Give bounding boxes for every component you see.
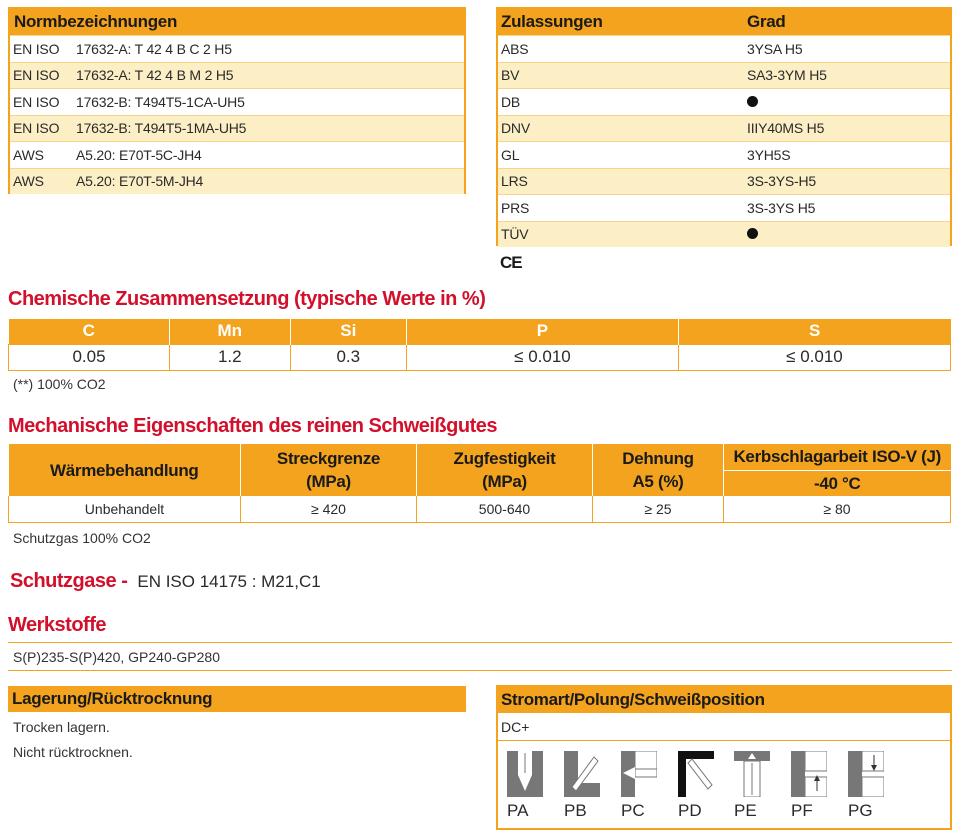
materials-value: S(P)235-S(P)420, GP240-GP280 [13, 649, 220, 665]
mech-col-yield: Streckgrenze (MPa) [241, 444, 417, 496]
approval-row [498, 115, 950, 142]
norm-row [10, 115, 464, 142]
approval-org: LRS [501, 173, 528, 190]
approval-org: GL [501, 146, 520, 163]
mech-tensile: 500-640 [417, 496, 593, 522]
mech-col-elong: Dehnung A5 (%) [593, 444, 724, 496]
horizontal-vertical-position-icon [564, 751, 600, 797]
chem-title: Chemische Zusammensetzung (typische Werte in %) [8, 288, 486, 310]
norm-designation: 17632-B: T494T5-1MA-UH5 [76, 120, 247, 137]
ce-mark-icon: CE [500, 253, 522, 272]
mech-title: Mechanische Eigenschaften des reinen Schweißgutes [8, 415, 497, 437]
mech-treatment: Unbehandelt [9, 496, 241, 522]
norm-row [10, 88, 464, 115]
norm-standard: AWS [13, 173, 44, 190]
norm-designation: A5.20: E70T-5M-JH4 [76, 173, 204, 190]
approved-dot-icon [747, 228, 758, 239]
norm-standard: EN ISO [13, 93, 60, 110]
chem-header: C [9, 319, 170, 344]
mech-col-treatment: Wärmebehandlung [9, 444, 241, 496]
position-label: PD [678, 801, 702, 820]
chem-value: 1.2 [169, 344, 290, 370]
chem-header: S [678, 319, 950, 344]
approval-org: DB [501, 93, 521, 110]
norm-title: Normbezeichnungen [10, 9, 464, 35]
approval-grade: 3S-3YS-H5 [747, 173, 817, 190]
norm-standard: AWS [13, 146, 44, 163]
chem-value-row [9, 344, 951, 370]
approval-grade: 3S-3YS H5 [747, 199, 816, 216]
horizontal-overhead-position-icon [678, 751, 714, 797]
mech-table [8, 444, 951, 523]
approvals-header [498, 9, 950, 35]
position-label: PF [791, 801, 813, 820]
overhead-position-icon [734, 751, 770, 797]
storage-line1: Trocken lagern. [13, 719, 110, 735]
norm-designation: 17632-B: T494T5-1CA-UH5 [76, 93, 245, 110]
storage-title: Lagerung/Rücktrocknung [8, 686, 466, 712]
norm-designation: 17632-A: T 42 4 B C 2 H5 [76, 40, 232, 57]
horizontal-position-icon [621, 751, 657, 797]
chem-value: ≤ 0.010 [406, 344, 678, 370]
approval-grade: SA3-3YM H5 [747, 67, 827, 84]
materials-divider-bottom [8, 670, 952, 671]
approved-dot-icon [747, 96, 758, 107]
mech-note: Schutzgas 100% CO2 [13, 530, 151, 546]
norm-standard: EN ISO [13, 67, 60, 84]
norm-standard: EN ISO [13, 40, 60, 57]
materials-divider-top [8, 642, 952, 643]
norm-standard: EN ISO [13, 120, 60, 137]
current-value: DC+ [498, 713, 950, 741]
norm-row [10, 141, 464, 168]
mech-col-impact: Kerbschlagarbeit ISO-V (J) [724, 444, 951, 470]
chem-header: P [406, 319, 678, 344]
approval-grade: 3YH5S [747, 146, 791, 163]
materials-title: Werkstoffe [8, 614, 106, 636]
approval-row [498, 194, 950, 221]
chem-table [8, 319, 951, 371]
flat-position-icon [507, 751, 543, 797]
gas-section [10, 570, 321, 593]
approval-row [498, 88, 950, 115]
position-label: PG [848, 801, 873, 820]
norm-row [10, 62, 464, 89]
vertical-up-position-icon [791, 751, 827, 797]
approval-row [498, 221, 950, 248]
position-label: PA [507, 801, 529, 820]
norm-row [10, 35, 464, 62]
approvals-table [496, 7, 952, 246]
approvals-col-org: Zulassungen [501, 12, 603, 31]
vertical-down-position-icon [848, 751, 884, 797]
storage-line2: Nicht rücktrocknen. [13, 744, 133, 760]
approval-grade [747, 94, 950, 110]
chem-value: ≤ 0.010 [678, 344, 950, 370]
approval-grade [747, 226, 950, 242]
approval-org: TÜV [501, 226, 529, 243]
approval-grade: 3YSA H5 [747, 40, 803, 57]
gas-value: EN ISO 14175 : M21,C1 [137, 572, 321, 591]
mech-row [9, 496, 951, 522]
approval-org: PRS [501, 199, 530, 216]
chem-header: Mn [169, 319, 290, 344]
chem-note: (**) 100% CO2 [13, 376, 106, 392]
chem-value: 0.3 [290, 344, 406, 370]
chem-header-row [9, 319, 951, 344]
chem-header: Si [290, 319, 406, 344]
norm-designation: A5.20: E70T-5C-JH4 [76, 146, 202, 163]
approval-row [498, 141, 950, 168]
mech-impact: ≥ 80 [724, 496, 951, 522]
norm-table [8, 7, 466, 194]
position-label: PB [564, 801, 587, 820]
mech-col-impact-temp: -40 °C [724, 470, 951, 496]
mech-elong: ≥ 25 [593, 496, 724, 522]
approval-grade: IIIY40MS H5 [747, 120, 825, 137]
approval-row [498, 168, 950, 195]
position-label: PC [621, 801, 645, 820]
approval-org: DNV [501, 120, 530, 137]
approval-row [498, 62, 950, 89]
position-label: PE [734, 801, 757, 820]
approvals-col-grade: Grad [747, 12, 786, 31]
mech-col-tensile: Zugfestigkeit (MPa) [417, 444, 593, 496]
chem-value: 0.05 [9, 344, 170, 370]
mech-yield: ≥ 420 [241, 496, 417, 522]
approval-org: BV [501, 67, 520, 84]
approval-row [498, 35, 950, 62]
gas-title: Schutzgase - [10, 570, 128, 592]
current-title: Stromart/Polung/Schweißposition [498, 687, 950, 713]
norm-designation: 17632-A: T 42 4 B M 2 H5 [76, 67, 234, 84]
approval-org: ABS [501, 40, 529, 57]
norm-row [10, 168, 464, 195]
